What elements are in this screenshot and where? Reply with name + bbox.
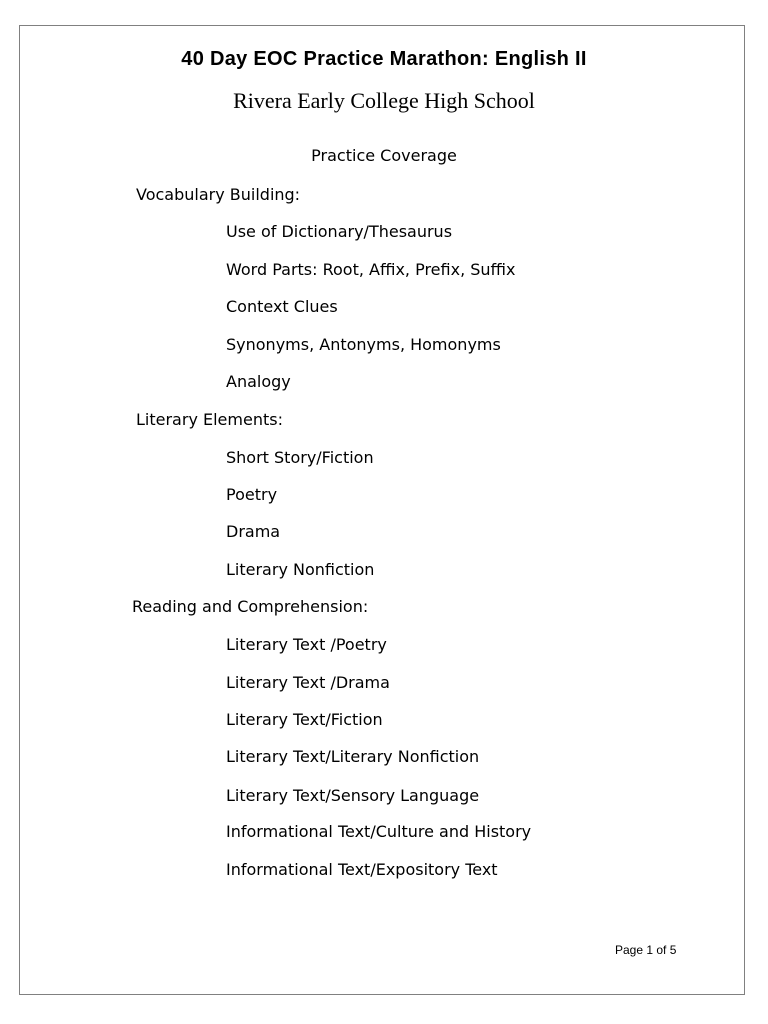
list-item: Poetry	[226, 485, 278, 504]
list-item: Literary Text /Drama	[226, 673, 390, 692]
list-item: Literary Nonfiction	[226, 560, 375, 579]
list-item: Short Story/Fiction	[226, 448, 374, 467]
list-item: Informational Text/Culture and History	[226, 822, 532, 841]
list-item: Informational Text/Expository Text	[226, 860, 498, 879]
document-title: 40 Day EOC Practice Marathon: English II	[181, 48, 587, 70]
coverage-heading: Practice Coverage	[311, 146, 457, 165]
section-reading-comprehension: Reading and Comprehension:	[132, 597, 369, 616]
list-item: Drama	[226, 522, 281, 541]
school-name: Rivera Early College High School	[233, 88, 535, 113]
list-item: Use of Dictionary/Thesaurus	[226, 222, 453, 241]
section-literary-elements: Literary Elements:	[136, 410, 283, 429]
document-page	[19, 25, 745, 995]
list-item: Word Parts: Root, Affix, Prefix, Suffix	[226, 260, 516, 279]
list-item: Literary Text/Literary Nonfiction	[226, 747, 480, 766]
list-item: Literary Text/Fiction	[226, 710, 383, 729]
section-vocabulary-building: Vocabulary Building:	[136, 185, 301, 204]
list-item: Literary Text /Poetry	[226, 635, 387, 654]
list-item: Synonyms, Antonyms, Homonyms	[226, 335, 501, 354]
list-item: Analogy	[226, 372, 291, 391]
list-item: Literary Text/Sensory Language	[226, 786, 480, 805]
page-number: Page 1 of 5	[615, 943, 677, 957]
list-item: Context Clues	[226, 297, 338, 316]
